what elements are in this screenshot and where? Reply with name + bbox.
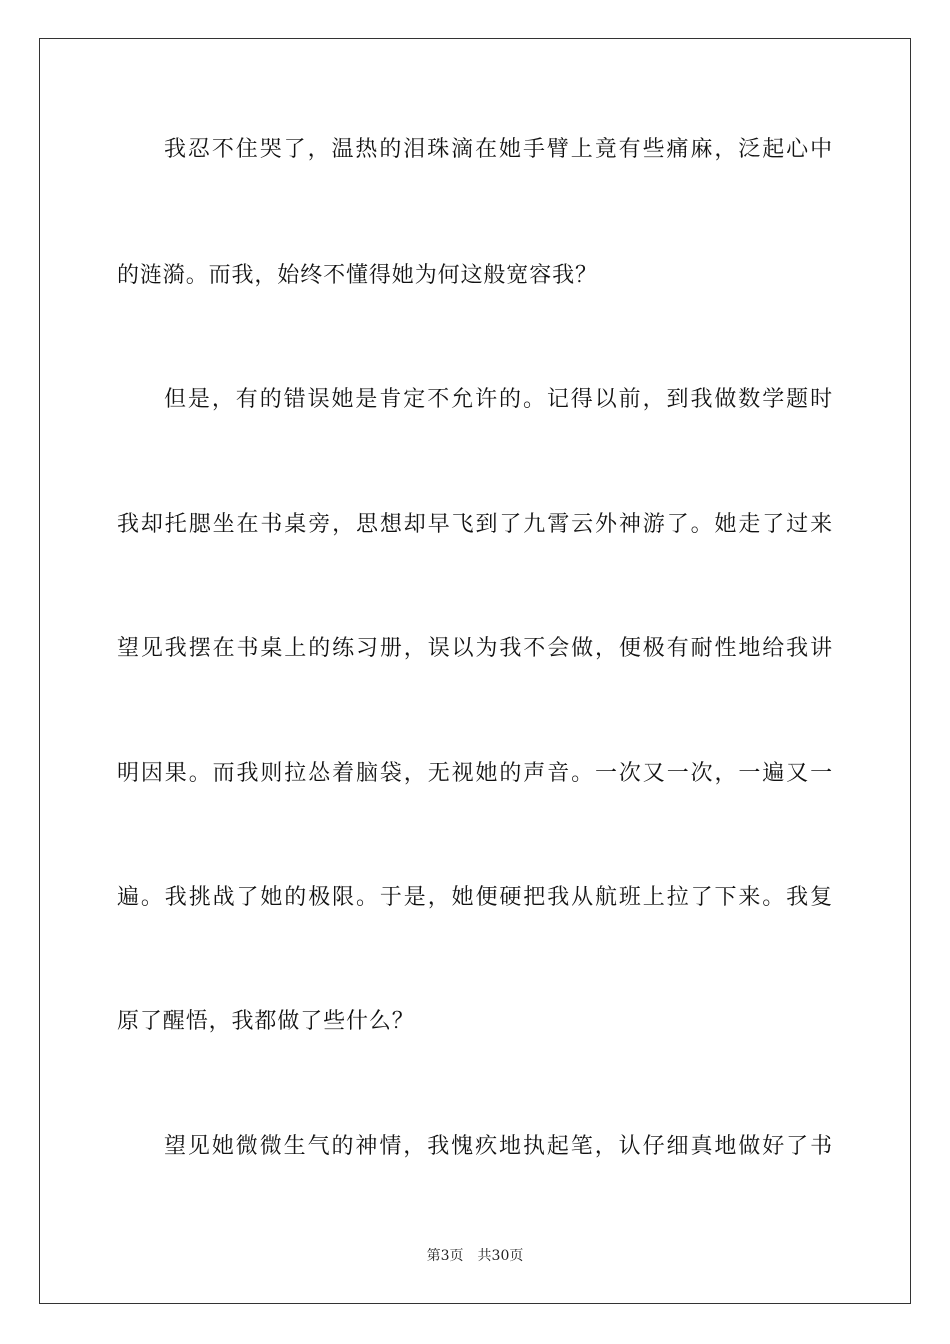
page-footer: [0, 1247, 950, 1265]
text-line: 的涟漪。而我，始终不懂得她为何这般宽容我？: [117, 263, 598, 288]
text-line: 原了醒悟，我都做了些什么？: [117, 1009, 415, 1034]
text-line: 明因果。而我则拉怂着脑袋，无视她的声音。一次又一次，一遍又一: [117, 761, 833, 786]
text-line: 我忍不住哭了，温热的泪珠滴在她手臂上竟有些痛麻，泛起心中: [164, 137, 833, 162]
text-line: 望见她微微生气的神情，我愧疚地执起笔，认仔细真地做好了书: [164, 1134, 833, 1159]
text-line: 但是，有的错误她是肯定不允许的。记得以前，到我做数学题时: [164, 387, 833, 412]
page-total: 共30页: [477, 1248, 524, 1264]
text-line: 遍。我挑战了她的极限。于是，她便硬把我从航班上拉了下来。我复: [117, 885, 833, 910]
page-number: 第3页: [426, 1248, 464, 1264]
text-line: 我却托腮坐在书桌旁，思想却早飞到了九霄云外神游了。她走了过来: [117, 512, 833, 537]
page-border: [39, 38, 911, 1304]
text-line: 望见我摆在书桌上的练习册，误以为我不会做，便极有耐性地给我讲: [117, 636, 833, 661]
